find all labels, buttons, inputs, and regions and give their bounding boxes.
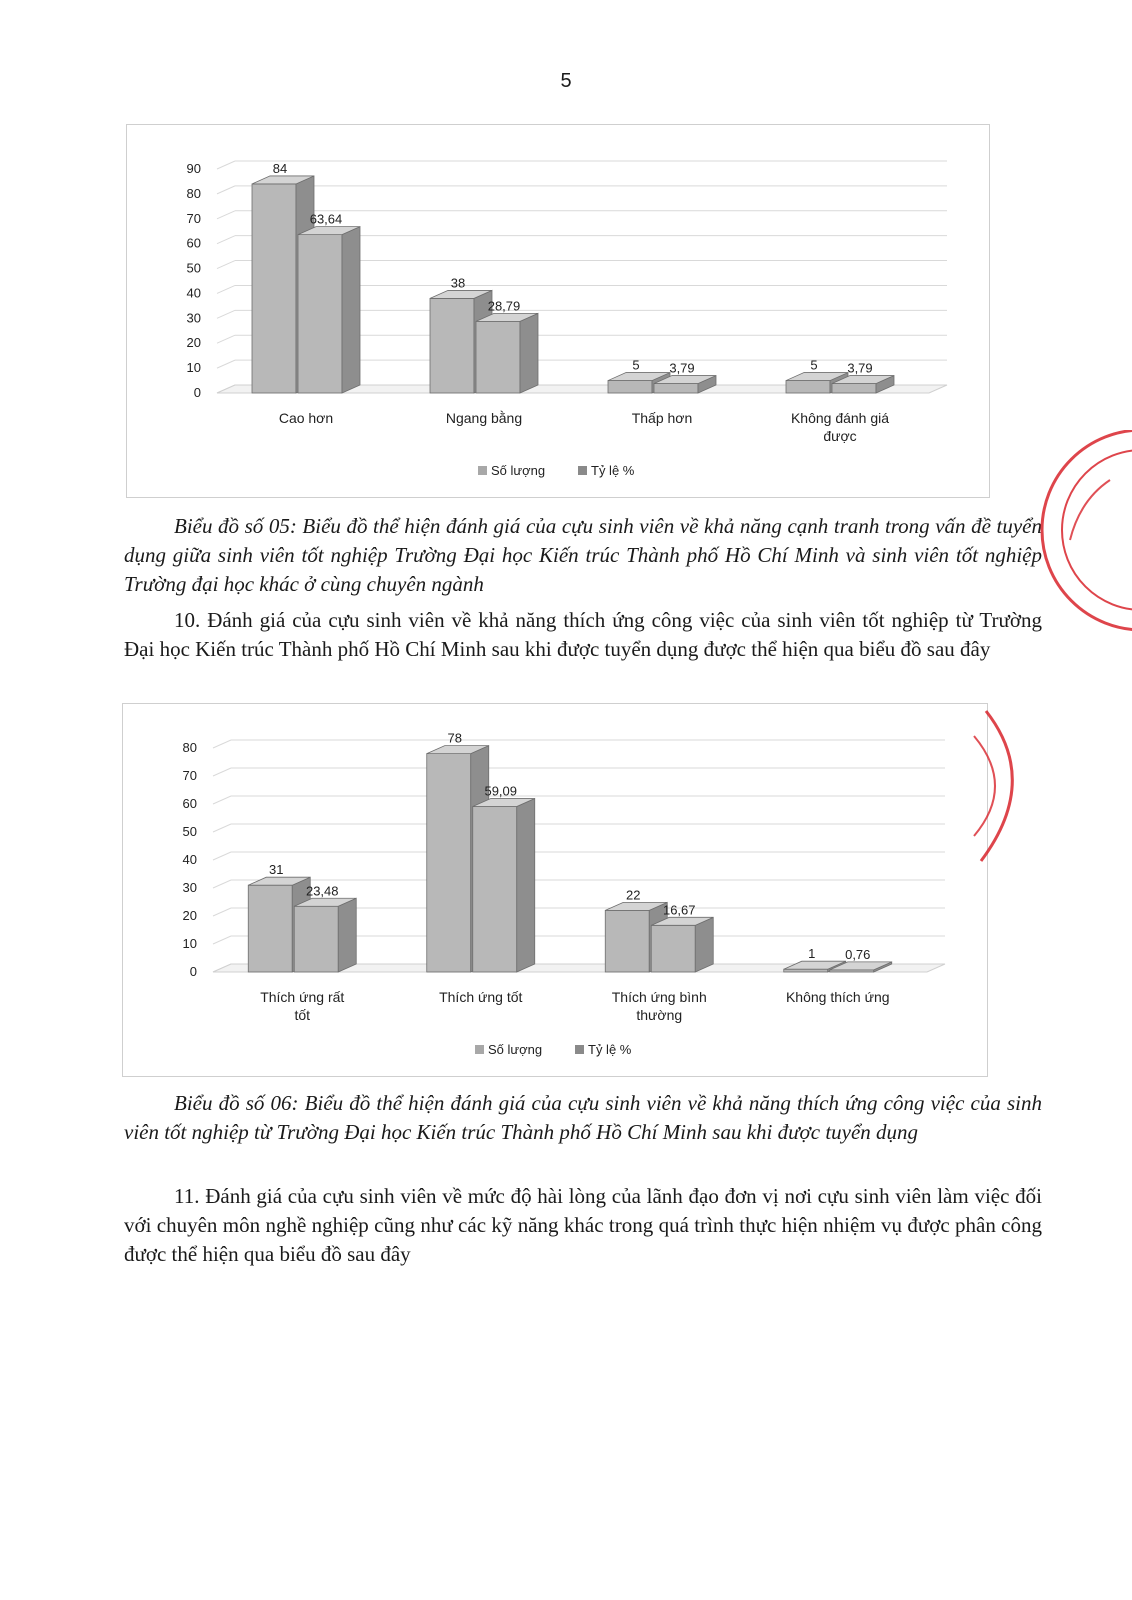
data-label: 5: [810, 357, 818, 373]
legend-label: Số lượng: [491, 463, 546, 478]
bar-side: [695, 917, 713, 972]
caption-chart-06: [124, 1089, 1042, 1147]
y-tick-label: 10: [186, 360, 201, 376]
legend-swatch: [575, 1045, 584, 1054]
data-label: 31: [269, 862, 284, 878]
gridline-diagonal: [217, 236, 235, 244]
gridline-diagonal: [213, 908, 231, 916]
category-label: Thấp hơn: [631, 410, 693, 426]
legend-swatch: [475, 1045, 484, 1054]
category-label: Thích ứng tốt: [439, 989, 523, 1005]
data-label: 3,79: [669, 360, 695, 376]
caption-chart-06-text: Biểu đồ số 06: Biểu đồ thể hiện đánh giá của cựu sinh viên về khả năng thích ứng công việc của sinh viên tốt nghiệp từ Trường Đại học Kiến trúc Thành phố Hồ Chí Minh sau khi được tuyển dụng: [124, 1091, 1042, 1144]
gridline-diagonal: [217, 285, 235, 293]
chart-06: [123, 704, 987, 1076]
bar-front: [476, 321, 520, 393]
data-label: 59,09: [484, 783, 518, 799]
bar-2-1-1: [473, 799, 535, 972]
gridline-diagonal: [217, 186, 235, 194]
gridline-diagonal: [217, 360, 235, 368]
y-tick-label: 50: [182, 824, 197, 839]
caption-chart-05-text: Biểu đồ số 05: Biểu đồ thể hiện đánh giá của cựu sinh viên về khả năng cạnh tranh trong vấn đề tuyển dụng giữa sinh viên tốt nghiệp Trường Đại học Kiến trúc Thành phố Hồ Chí Minh và sinh viên tốt nghiệp Trường đại học khác ở cùng chuyên ngành: [124, 514, 1042, 596]
category-label: Ngang bằng: [445, 410, 523, 426]
y-tick-label: 30: [186, 310, 201, 326]
data-label: 16,67: [662, 902, 696, 918]
page-number: 5: [560, 70, 572, 92]
legend-label: Số lượng: [488, 1042, 543, 1057]
data-label: 63,64: [309, 211, 343, 227]
data-label: 1: [808, 946, 816, 962]
y-tick-label: 80: [182, 740, 197, 755]
bar-side: [520, 313, 538, 393]
paragraph-10: [124, 606, 1042, 664]
legend-swatch: [578, 466, 587, 475]
y-tick-label: 80: [186, 185, 201, 201]
gridline-diagonal: [213, 796, 231, 804]
data-label: 28,79: [487, 298, 521, 314]
category-label: được: [823, 428, 857, 444]
bar-1-1-1: [476, 313, 538, 393]
bar-side: [517, 799, 535, 972]
bar-front: [248, 885, 292, 972]
y-tick-label: 60: [186, 235, 201, 251]
bar-front: [294, 906, 338, 972]
chart-05: [127, 125, 989, 497]
paragraph-11: [124, 1182, 1042, 1269]
y-tick-label: 0: [193, 385, 201, 400]
paragraph-10-text: 10. Đánh giá của cựu sinh viên về khả năng thích ứng công việc của sinh viên tốt nghiệp từ Trường Đại học Kiến trúc Thành phố Hồ Chí Minh sau khi được tuyển dụng được thể hiện qua biểu đồ sau đây: [124, 608, 1042, 661]
bar-2-2-1: [651, 917, 713, 972]
gridline-diagonal: [213, 824, 231, 832]
y-tick-label: 10: [182, 936, 197, 951]
gridline-diagonal: [213, 936, 231, 944]
bar-front: [608, 381, 652, 393]
y-tick-label: 20: [186, 335, 201, 351]
bar-front: [654, 384, 698, 393]
data-label: 3,79: [847, 360, 873, 376]
red-seal-stamp-icon: [1010, 430, 1132, 640]
bar-front: [298, 235, 342, 393]
data-label: 22: [626, 887, 641, 903]
category-label: Không thích ứng: [785, 989, 890, 1005]
category-label: Cao hơn: [278, 410, 334, 426]
gridline-diagonal: [213, 740, 231, 748]
bar-front: [427, 754, 471, 972]
data-label: 0,76: [845, 946, 871, 962]
gridline-diagonal: [217, 261, 235, 269]
bar-front: [651, 925, 695, 972]
bar-front: [786, 381, 830, 393]
category-label: Thích ứng rất: [260, 989, 345, 1005]
y-tick-label: 40: [182, 852, 197, 867]
bar-front: [605, 910, 649, 972]
bar-side: [338, 898, 356, 972]
y-tick-label: 60: [182, 796, 197, 811]
gridline-diagonal: [217, 211, 235, 219]
legend-label: Tỷ lệ %: [591, 463, 635, 478]
chart-06-frame: [122, 703, 988, 1077]
y-tick-label: 30: [182, 880, 197, 895]
chart-05-frame: [126, 124, 990, 498]
red-seal-stamp-fragment-icon: [966, 706, 1036, 866]
legend-swatch: [478, 466, 487, 475]
category-label: thường: [636, 1007, 683, 1023]
gridline-diagonal: [213, 852, 231, 860]
category-label: Thích ứng bình: [611, 989, 707, 1005]
data-label: 5: [632, 357, 640, 373]
category-label: Không đánh giá: [790, 410, 890, 426]
y-tick-label: 20: [182, 908, 197, 923]
paragraph-11-text: 11. Đánh giá của cựu sinh viên về mức độ hài lòng của lãnh đạo đơn vị nơi cựu sinh viên làm việc đối với chuyên môn nghề nghiệp cũng như các kỹ năng khác trong quá trình thực hiện nhiệm vụ được phân công được thể hiện qua biểu đồ sau đây: [124, 1184, 1042, 1266]
data-label: 23,48: [305, 883, 339, 899]
bar-front: [430, 298, 474, 393]
bar-side: [342, 227, 360, 393]
gridline-diagonal: [217, 335, 235, 343]
caption-chart-05: [124, 512, 1042, 599]
gridline-diagonal: [217, 161, 235, 169]
data-label: 38: [450, 275, 466, 291]
legend-label: Tỷ lệ %: [588, 1042, 632, 1057]
y-tick-label: 50: [186, 260, 201, 276]
gridline-diagonal: [217, 310, 235, 318]
y-tick-label: 70: [186, 210, 201, 226]
data-label: 78: [447, 730, 462, 746]
y-tick-label: 0: [189, 964, 197, 979]
data-label: 84: [272, 160, 288, 176]
y-tick-label: 90: [186, 161, 201, 176]
category-label: tốt: [294, 1007, 311, 1023]
gridline-diagonal: [213, 768, 231, 776]
bar-2-0-1: [294, 898, 356, 972]
y-tick-label: 70: [182, 768, 197, 783]
y-tick-label: 40: [186, 285, 201, 301]
bar-front: [473, 807, 517, 972]
bar-1-0-1: [298, 227, 360, 393]
bar-front: [832, 384, 876, 393]
bar-front: [252, 184, 296, 393]
gridline-diagonal: [213, 880, 231, 888]
bar-front: [784, 969, 828, 972]
